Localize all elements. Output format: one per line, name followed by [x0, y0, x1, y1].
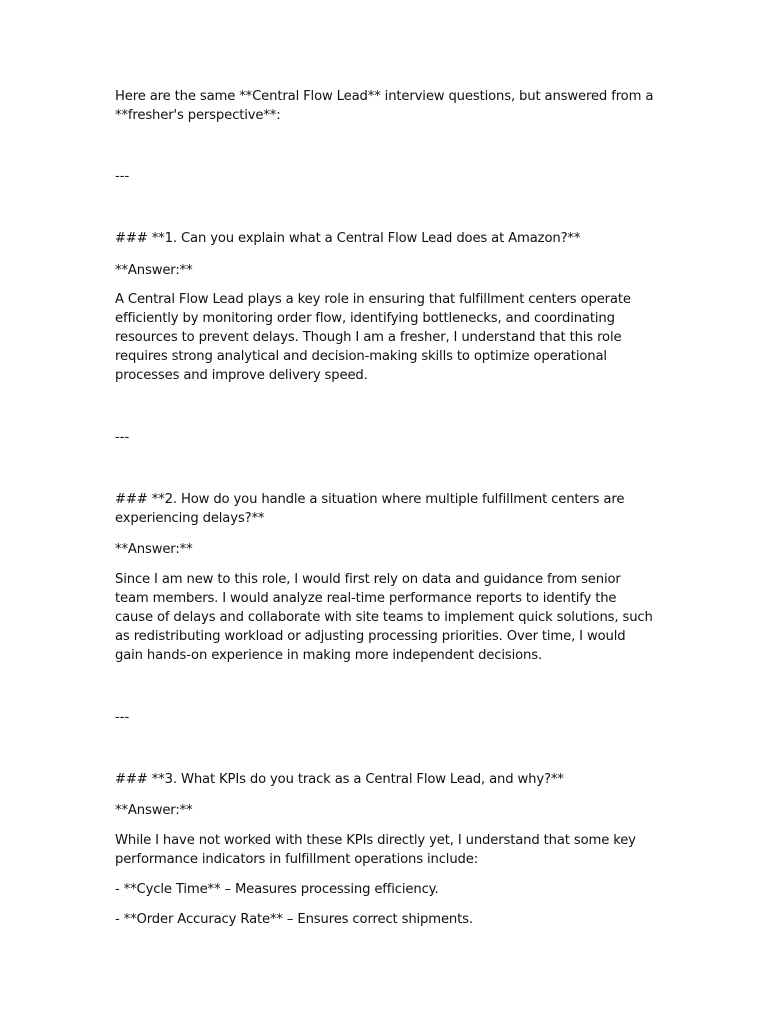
separator-3: ---: [115, 710, 130, 725]
question-3-answer: While I have not worked with these KPIs directly yet, I understand that some key performance indicators in fulfillment operations include:: [115, 833, 636, 867]
question-1-answer: A Central Flow Lead plays a key role in ensuring that fulfillment centers operate efficiently by monitoring order flow, identifying bottlenecks, and coordinating resources to prevent delays. Though I am a fresher, I understand that this role requires strong analytical and decision-making skills to optimize operational processes and improve delivery speed.: [115, 292, 631, 383]
separator-2: ---: [115, 430, 130, 445]
separator-1: ---: [115, 169, 130, 184]
question-1-answer-label: **Answer:**: [115, 263, 193, 278]
question-2-answer-label: **Answer:**: [115, 542, 193, 557]
question-2-heading: ### **2. How do you handle a situation where multiple fulfillment centers are experiencing delays?**: [115, 492, 625, 526]
question-3-answer-label: **Answer:**: [115, 803, 193, 818]
question-2-answer: Since I am new to this role, I would first rely on data and guidance from senior team members. I would analyze real-time performance reports to identify the cause of delays and collaborate with site teams to implement quick solutions, such as redistributing workload or adjusting processing priorities. Over time, I would gain hands-on experience in making more independent decisions.: [115, 572, 653, 663]
intro-paragraph: Here are the same **Central Flow Lead** interview questions, but answered from a **fresher's perspective**:: [115, 89, 654, 123]
question-3-heading: ### **3. What KPIs do you track as a Central Flow Lead, and why?**: [115, 772, 564, 787]
kpi-bullet-item: - **Cycle Time** – Measures processing efficiency.: [115, 882, 439, 897]
question-1-heading: ### **1. Can you explain what a Central Flow Lead does at Amazon?**: [115, 231, 581, 246]
kpi-bullet-item: - **Order Accuracy Rate** – Ensures correct shipments.: [115, 912, 473, 927]
